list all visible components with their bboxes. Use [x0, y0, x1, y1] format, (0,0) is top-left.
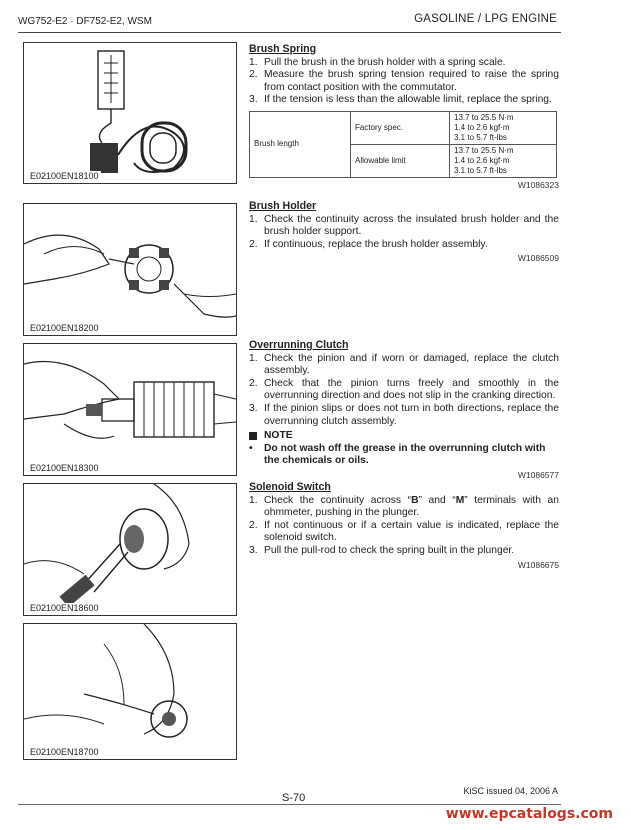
reference-code: W1086509	[517, 253, 559, 264]
spec-item: Brush length	[250, 111, 351, 177]
brush-spring-illustration	[24, 43, 236, 183]
spec-table	[249, 111, 557, 178]
step: 2. Measure the brush spring tension required to raise the spring from contact position with the commutator.	[249, 69, 559, 93]
brush-holder-illustration	[24, 204, 236, 335]
step: 2. Check that the pinion turns freely and smoothly in the overrunning direction and does not slip in the cranking direction.	[249, 377, 559, 402]
note-header: NOTE	[249, 430, 559, 443]
step: 1. Check the continuity across the insulated brush holder and the brush holder support.	[249, 213, 559, 238]
solenoid-switch-illustration	[24, 484, 236, 615]
step: 1. Check the continuity across “B” and “M” terminals with an ohmmeter, pushing in the plunger.	[249, 494, 559, 519]
figure-brush-spring	[23, 42, 237, 184]
step: 2. If continuous, replace the brush holder assembly.	[249, 238, 488, 250]
reference-code: W1086323	[517, 179, 559, 190]
step: 2. If not continuous or if a certain value is indicated, replace the solenoid switch.	[249, 519, 559, 544]
step: 1. Check the pinion and if worn or damaged, replace the clutch assembly.	[249, 352, 559, 377]
figure-brush-holder	[23, 203, 237, 336]
figure-overrunning-clutch	[23, 343, 237, 476]
step: 3. Pull the pull-rod to check the spring built in the plunger.	[249, 544, 515, 556]
note-body: • Do not wash off the grease in the overrunning clutch with the chemicals or oils.	[249, 442, 546, 467]
figure-code: E02100EN18700	[30, 747, 99, 757]
page-number: S-70	[282, 792, 306, 804]
spec-values: 13.7 to 25.5 N·m 1.4 to 2.6 kgf·m 3.1 to 5.7 ft-lbs	[450, 111, 557, 144]
figure-pull-rod	[23, 623, 237, 760]
figure-solenoid-switch	[23, 483, 237, 616]
section-title: Brush Spring	[249, 43, 317, 55]
overrunning-clutch-illustration	[24, 344, 236, 475]
reference-code: W1086577	[517, 469, 559, 480]
section-title: Overrunning Clutch	[249, 339, 349, 351]
spec-values: 13.7 to 25.5 N·m 1.4 to 2.6 kgf·m 3.1 to 5.7 ft-lbs	[450, 144, 557, 177]
step: 1. Pull the brush in the brush holder with a spring scale.	[249, 56, 506, 68]
figure-code: E02100EN18300	[30, 463, 99, 473]
figure-code: E02100EN18200	[30, 323, 99, 333]
section-brush-spring	[249, 43, 559, 192]
figure-code: E02100EN18100	[30, 171, 99, 181]
step: 3. If the pinion slips or does not turn in both directions, replace the overrunning clutch assembly.	[249, 402, 559, 427]
figure-code: E02100EN18600	[30, 603, 99, 613]
section-brush-holder	[249, 200, 559, 265]
step: 3. If the tension is less than the allowable limit, replace the spring.	[249, 94, 552, 106]
pull-rod-illustration	[24, 624, 236, 759]
footer-divider	[18, 804, 561, 805]
header-section: GASOLINE / LPG ENGINE	[414, 13, 557, 25]
section-title: Brush Holder	[249, 200, 317, 212]
note-square-icon	[249, 432, 257, 440]
header-divider	[18, 32, 561, 33]
reference-code: W1086675	[517, 559, 559, 570]
watermark: www.epcatalogs.com	[445, 806, 613, 822]
section-title: Solenoid Switch	[249, 481, 331, 493]
issue-info: KiSC issued 04, 2006 A	[463, 786, 558, 796]
header-model: WG752-E2 · DF752-E2, WSM	[18, 16, 152, 27]
section-solenoid-switch	[249, 481, 559, 571]
section-overrunning-clutch	[249, 339, 559, 482]
spec-label: Allowable limit	[351, 144, 450, 177]
spec-label: Factory spec.	[351, 111, 450, 144]
